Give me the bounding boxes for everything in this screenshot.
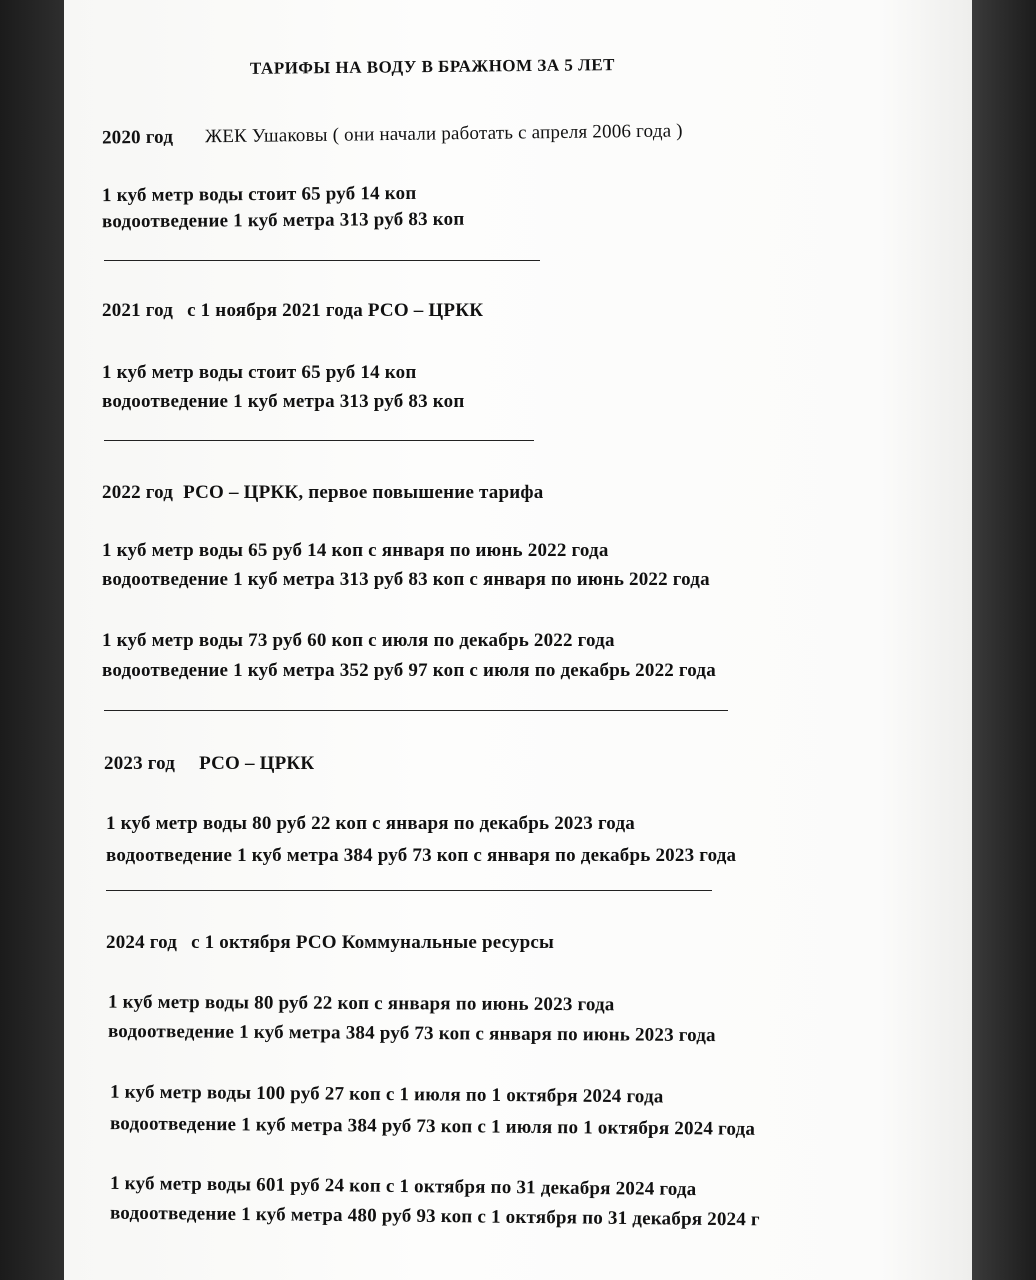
section-2023-water-line: 1 куб метр воды 80 руб 22 коп с января по декабрь 2023 года: [106, 813, 635, 834]
section-2022-water-line-1: 1 куб метр воды 65 руб 14 коп с января по июнь 2022 года: [102, 540, 609, 561]
section-2021-year: 2021 год: [102, 300, 174, 321]
document-title: ТАРИФЫ НА ВОДУ В БРАЖНОМ ЗА 5 ЛЕТ: [249, 55, 616, 78]
section-2024-water-line-2: 1 куб метр воды 100 руб 27 коп с 1 июля по 1 октября 2024 года: [109, 1081, 664, 1108]
divider-2022: [104, 710, 728, 711]
paper-sheet: [64, 0, 972, 1280]
section-2023-drainage-line: водоотведение 1 куб метра 384 руб 73 коп с января по декабрь 2023 года: [106, 845, 737, 866]
section-2021-drainage-line: водоотведение 1 куб метра 313 руб 83 коп: [102, 391, 465, 412]
section-2023-heading: РСО – ЦРКК: [199, 753, 315, 774]
section-2020-heading: ЖЕК Ушаковы ( они начали работать с апреля 2006 года ): [204, 120, 683, 148]
section-2022-header: [102, 482, 543, 504]
section-2022-drainage-line-1: водоотведение 1 куб метра 313 руб 83 коп с января по июнь 2022 года: [102, 569, 710, 590]
section-2022-water-line-2: 1 куб метр воды 73 руб 60 коп с июля по декабрь 2022 года: [102, 630, 615, 651]
section-2023-year: 2023 год: [104, 753, 176, 774]
section-2022-heading: РСО – ЦРКК, первое повышение тарифа: [183, 482, 544, 503]
section-2024-water-line-1: 1 куб метр воды 80 руб 22 коп с января по июнь 2023 года: [107, 991, 615, 1016]
divider-2020: [104, 260, 540, 261]
section-2020-drainage-line: водоотведение 1 куб метра 313 руб 83 коп: [101, 208, 465, 233]
section-2024-drainage-line-2: водоотведение 1 куб метра 384 руб 73 коп с 1 июля по 1 октября 2024 года: [109, 1113, 756, 1140]
section-2021-header: [102, 300, 483, 322]
divider-2023: [106, 890, 712, 891]
section-2020-header: [102, 120, 683, 149]
section-2024-drainage-line-1: водоотведение 1 куб метра 384 руб 73 коп с января по июнь 2023 года: [107, 1020, 716, 1047]
section-2021-heading: с 1 ноября 2021 года РСО – ЦРКК: [187, 300, 484, 321]
section-2023-header: [104, 753, 314, 775]
section-2022-year: 2022 год: [102, 482, 174, 503]
section-2024-water-line-3: 1 куб метр воды 601 руб 24 коп с 1 октября по 31 декабря 2024 года: [109, 1172, 697, 1201]
section-2024-year: 2024 год: [106, 932, 178, 953]
section-2020-year: 2020 год: [101, 126, 174, 149]
section-2024-header: [106, 932, 554, 954]
section-2024-drainage-line-3: водоотведение 1 куб метра 480 руб 93 коп с 1 октября по 31 декабря 2024 г: [109, 1202, 760, 1231]
photo-background-right: [972, 0, 1036, 1280]
divider-2021: [104, 440, 534, 441]
photo-background-left: [0, 0, 64, 1280]
section-2022-drainage-line-2: водоотведение 1 куб метра 352 руб 97 коп с июля по декабрь 2022 года: [102, 660, 716, 681]
section-2021-water-line: 1 куб метр воды стоит 65 руб 14 коп: [102, 362, 417, 383]
section-2024-heading: с 1 октября РСО Коммунальные ресурсы: [191, 932, 555, 953]
section-2020-water-line: 1 куб метр воды стоит 65 руб 14 коп: [101, 182, 417, 207]
